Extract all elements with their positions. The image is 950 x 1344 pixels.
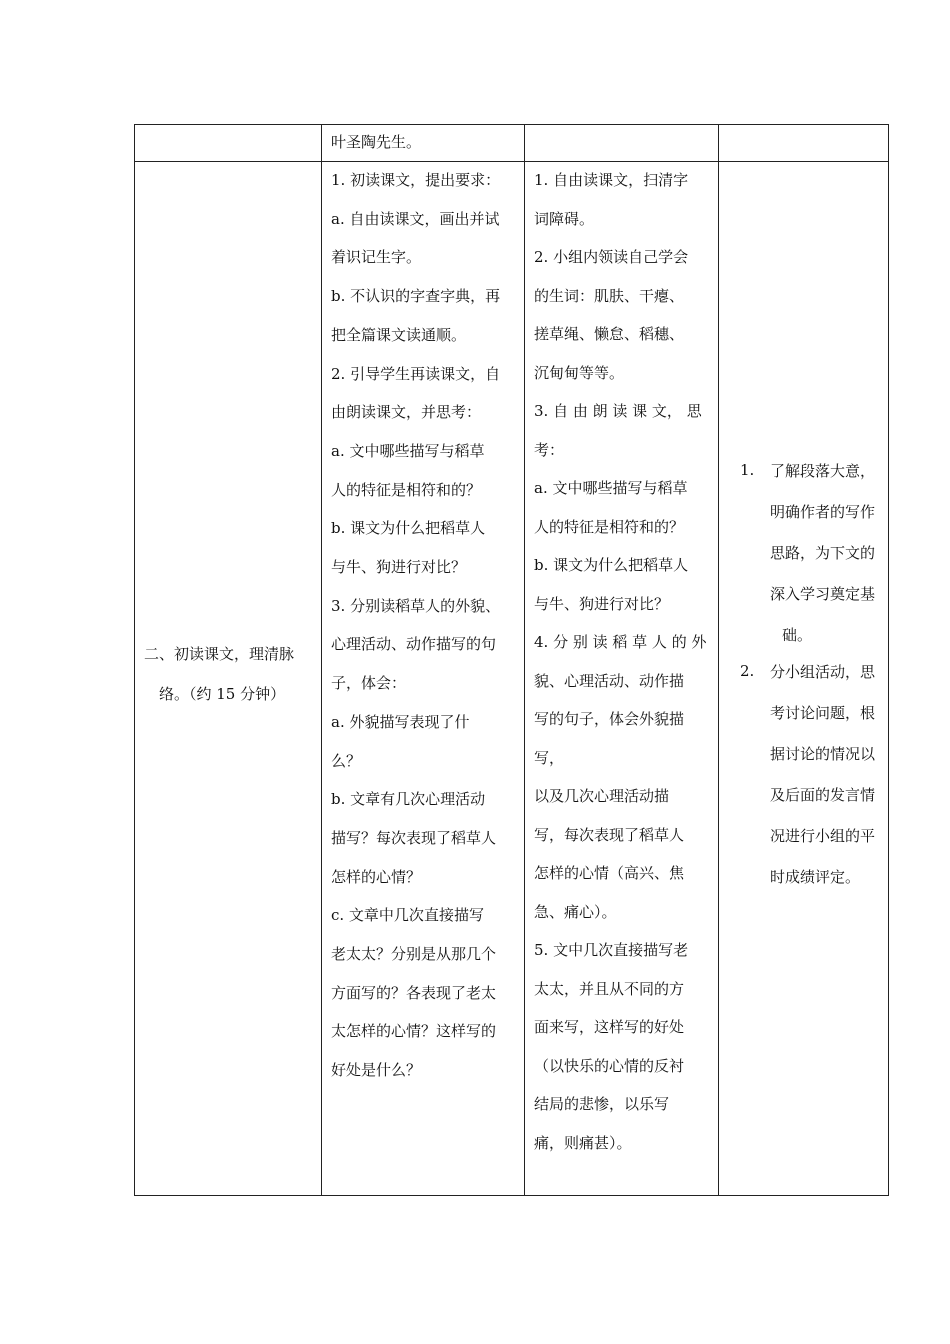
- student-activity-line: 写的句子，体会外貌描: [534, 710, 685, 728]
- design-intent-line: 时成绩评定。: [770, 868, 861, 886]
- column-divider-2: [524, 124, 525, 1196]
- student-activity-line: b. 课文为什么把稻草人: [534, 556, 689, 574]
- design-intent-line: 据讨论的情况以: [770, 745, 876, 763]
- teacher-activity-line: 人的特征是相符和的？: [331, 480, 482, 499]
- teacher-activity-line: b. 文章有几次心理活动: [331, 790, 486, 809]
- design-intent-line: 了解段落大意，: [770, 462, 876, 480]
- student-activity-line: 沉甸甸等等。: [534, 363, 625, 382]
- table-border-top: [134, 124, 889, 125]
- design-intent-line: 明确作者的写作: [770, 503, 876, 521]
- student-activity-line: 痛，则痛甚）。: [534, 1133, 632, 1152]
- student-activity-line: （以快乐的心情的反衬: [534, 1056, 685, 1075]
- student-activity-line: 3. 自 由 朗 读 课 文， 思: [534, 402, 702, 420]
- section-title-line: 二、初读课文，理清脉: [144, 645, 295, 663]
- teacher-activity-line: 心理活动、动作描写的句: [331, 635, 497, 654]
- student-activity-line: 太太，并且从不同的方: [534, 979, 685, 998]
- student-activity-line: 4. 分 别 读 稻 草 人 的 外: [534, 633, 707, 651]
- student-activity-line: 搓草绳、懒怠、稻穗、: [534, 325, 685, 343]
- student-activity-line: a. 文中哪些描写与稻草: [534, 479, 688, 497]
- teacher-activity-line: c. 文章中几次直接描写: [331, 906, 484, 925]
- teacher-activity-line: a. 外貌描写表现了什: [331, 712, 470, 731]
- student-activity-line: 5. 文中几次直接描写老: [534, 941, 689, 959]
- table-border-right: [888, 124, 889, 1196]
- student-activity-line: 词障碍。: [534, 209, 595, 228]
- teacher-activity-line: 描写？每次表现了稻草人: [331, 828, 497, 847]
- student-activity-line: 与牛、狗进行对比？: [534, 594, 670, 613]
- teacher-activity-line: 1. 初读课文，提出要求：: [331, 171, 501, 189]
- teacher-activity-line: 么？: [331, 751, 362, 770]
- design-intent-number: 2.: [740, 662, 755, 680]
- design-intent-line: 及后面的发言情: [770, 786, 876, 804]
- section-title-line: 络。（约 15 分钟）: [159, 685, 286, 703]
- row-divider: [134, 161, 889, 162]
- teacher-activity-line: 怎样的心情？: [331, 867, 422, 886]
- design-intent-line: 分小组活动，思: [770, 663, 876, 681]
- design-intent-line: 础。: [782, 626, 813, 644]
- design-intent-number: 1.: [740, 461, 755, 479]
- student-activity-line: 人的特征是相符和的？: [534, 517, 685, 536]
- design-intent-line: 况进行小组的平: [770, 827, 876, 845]
- lesson-plan-table: [134, 124, 889, 1196]
- student-activity-line: 以及几次心理活动描: [534, 787, 670, 805]
- student-activity-line: 貌、心理活动、动作描: [534, 671, 685, 690]
- design-intent-line: 深入学习奠定基: [770, 585, 876, 603]
- design-intent-line: 思路，为下文的: [770, 544, 876, 562]
- student-activity-line: 急、痛心）。: [534, 902, 617, 921]
- student-activity-line: 的生词：肌肤、干瘪、: [534, 286, 685, 305]
- student-activity-line: 结局的悲惨，以乐写: [534, 1095, 670, 1113]
- teacher-activity-line: b. 课文为什么把稻草人: [331, 519, 486, 538]
- teacher-activity-line: b. 不认识的字查字典，再: [331, 287, 501, 306]
- column-divider-3: [718, 124, 719, 1196]
- row1-col2-text: 叶圣陶先生。: [331, 133, 422, 151]
- student-activity-line: 怎样的心情（高兴、焦: [534, 864, 685, 882]
- teacher-activity-line: 由朗读课文，并思考：: [331, 403, 482, 422]
- table-border-left: [134, 124, 135, 1196]
- teacher-activity-line: 3. 分别读稻草人的外貌、: [331, 596, 501, 615]
- student-activity-line: 写，: [534, 748, 565, 767]
- teacher-activity-line: 太怎样的心情？这样写的: [331, 1022, 497, 1041]
- student-activity-line: 考：: [534, 440, 565, 459]
- student-activity-line: 2. 小组内领读自己学会: [534, 248, 689, 266]
- teacher-activity-line: 老太太？分别是从那几个: [331, 945, 497, 963]
- table-border-bottom: [134, 1195, 889, 1196]
- teacher-activity-line: 好处是什么？: [331, 1061, 422, 1080]
- student-activity-line: 写，每次表现了稻草人: [534, 825, 685, 844]
- student-activity-line: 1. 自由读课文，扫清字: [534, 171, 689, 189]
- teacher-activity-line: a. 自由读课文，画出并试: [331, 209, 500, 228]
- design-intent-line: 考讨论问题，根: [770, 704, 876, 722]
- teacher-activity-line: a. 文中哪些描写与稻草: [331, 441, 485, 460]
- teacher-activity-line: 与牛、狗进行对比？: [331, 558, 467, 576]
- teacher-activity-line: 2. 引导学生再读课文，自: [331, 364, 501, 383]
- teacher-activity-line: 子，体会：: [331, 674, 407, 693]
- teacher-activity-line: 把全篇课文读通顺。: [331, 325, 467, 344]
- column-divider-1: [321, 124, 322, 1196]
- teacher-activity-line: 着识记生字。: [331, 248, 422, 267]
- student-activity-line: 面来写，这样写的好处: [534, 1018, 685, 1036]
- teacher-activity-line: 方面写的？各表现了老太: [331, 983, 497, 1002]
